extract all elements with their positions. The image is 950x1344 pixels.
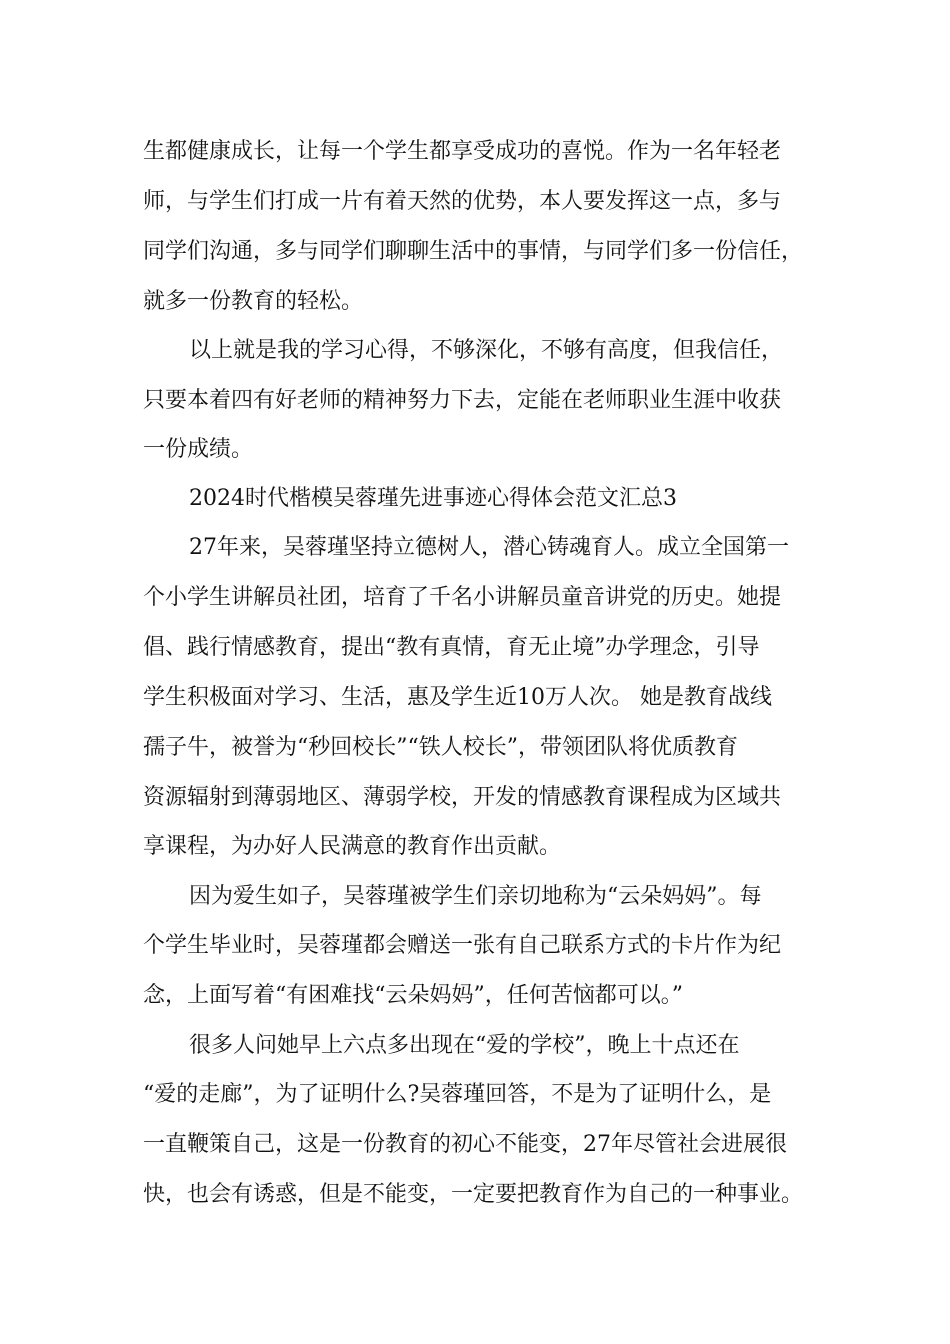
paragraph-start-line: 很多人问她早上六点多出现在“爱的学校”，晚上十点还在	[189, 1033, 740, 1058]
body-line: 孺子牛，被誉为“秒回校长”“铁人校长”，带领团队将优质教育	[143, 735, 738, 760]
body-line: 个小学生讲解员社团，培育了千名小讲解员童音讲党的历史。她提	[143, 585, 782, 610]
section-heading: 2024时代楷模吴蓉瑾先进事迹心得体会范文汇总3	[189, 486, 677, 511]
body-line: 师，与学生们打成一片有着天然的优势，本人要发挥这一点，多与	[143, 189, 782, 214]
body-line: 一份成绩。	[143, 437, 254, 462]
body-line: 享课程，为办好人民满意的教育作出贡献。	[143, 834, 562, 859]
paragraph-start-line: 27年来，吴蓉瑾坚持立德树人，潜心铸魂育人。成立全国第一	[189, 535, 789, 560]
paragraph-start-line: 因为爱生如子，吴蓉瑾被学生们亲切地称为“云朵妈妈”。每	[189, 884, 762, 909]
body-line: 一直鞭策自己，这是一份教育的初心不能变，27年尽管社会进展很	[143, 1132, 787, 1157]
body-line: 同学们沟通，多与同学们聊聊生活中的事情，与同学们多一份信任，	[143, 239, 804, 264]
body-line: 倡、践行情感教育，提出“教有真情，育无止境”办学理念，引导	[143, 635, 760, 660]
body-line: 个学生毕业时，吴蓉瑾都会赠送一张有自己联系方式的卡片作为纪	[143, 933, 782, 958]
body-line: 念，上面写着“有困难找“云朵妈妈”，任何苦恼都可以。”	[143, 983, 683, 1008]
body-line: 学生积极面对学习、生活，惠及学生近10万人次。 她是教育战线	[143, 685, 772, 710]
body-line: 生都健康成长，让每一个学生都享受成功的喜悦。作为一名年轻老	[143, 139, 782, 164]
body-line: 快，也会有诱惑，但是不能变，一定要把教育作为自己的一种事业。	[143, 1182, 804, 1207]
body-line: 只要本着四有好老师的精神努力下去，定能在老师职业生涯中收获	[143, 388, 782, 413]
body-line: “爱的走廊”，为了证明什么?吴蓉瑾回答，不是为了证明什么，是	[143, 1082, 772, 1107]
body-line: 资源辐射到薄弱地区、薄弱学校，开发的情感教育课程成为区域共	[143, 785, 782, 810]
paragraph-start-line: 以上就是我的学习心得，不够深化，不够有高度，但我信任，	[189, 338, 784, 363]
body-line: 就多一份教育的轻松。	[143, 289, 364, 314]
